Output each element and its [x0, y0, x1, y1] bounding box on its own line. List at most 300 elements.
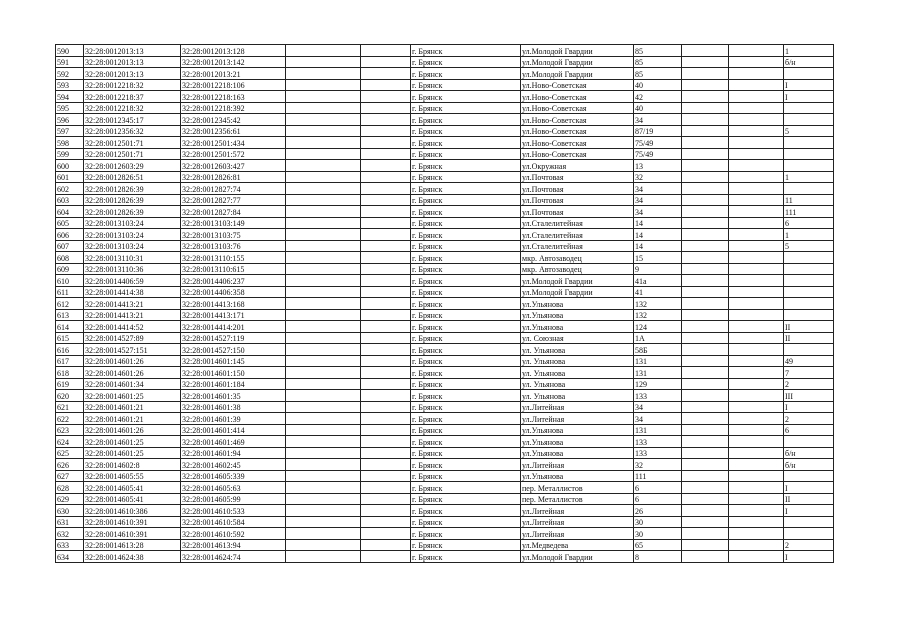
table-row	[56, 482, 834, 494]
cell-empty-column-c	[682, 217, 729, 229]
cell-premise-number	[784, 160, 834, 172]
cell-street: ул.Окружная	[521, 160, 634, 172]
cell-cadastral-number: 32:28:0014406:237	[181, 275, 286, 287]
cell-empty-column-b	[361, 102, 411, 114]
table-row	[56, 79, 834, 91]
cell-empty-column-b	[361, 194, 411, 206]
cell-cadastral-number: 32:28:0013110:615	[181, 263, 286, 275]
cell-empty-column-b	[361, 401, 411, 413]
cell-premise-number: 1	[784, 45, 834, 57]
cell-empty-column-a	[286, 539, 361, 551]
cell-empty-column-a	[286, 160, 361, 172]
cell-empty-column-d	[729, 102, 784, 114]
cell-parent-cadastral-number: 32:28:0014610:391	[84, 528, 181, 540]
cell-empty-column-a	[286, 298, 361, 310]
table-row	[56, 114, 834, 126]
cell-cadastral-number: 32:28:0014610:584	[181, 516, 286, 528]
cell-city: г. Брянск	[411, 114, 521, 126]
cell-empty-column-a	[286, 91, 361, 103]
cell-row-number: 603	[56, 194, 84, 206]
cell-house-number: 41а	[634, 275, 682, 287]
cell-street: ул.Ново-Советская	[521, 148, 634, 160]
cell-house-number: 30	[634, 516, 682, 528]
cell-empty-column-b	[361, 252, 411, 264]
cell-cadastral-number: 32:28:0014610:533	[181, 505, 286, 517]
cell-premise-number	[784, 516, 834, 528]
cell-empty-column-c	[682, 240, 729, 252]
cell-city: г. Брянск	[411, 390, 521, 402]
cell-premise-number: I	[784, 91, 834, 103]
cell-parent-cadastral-number: 32:28:0014601:26	[84, 355, 181, 367]
cell-city: г. Брянск	[411, 516, 521, 528]
cell-city: г. Брянск	[411, 125, 521, 137]
cell-empty-column-a	[286, 413, 361, 425]
cell-empty-column-b	[361, 45, 411, 57]
cell-house-number: 26	[634, 505, 682, 517]
cell-row-number: 604	[56, 206, 84, 218]
cell-empty-column-d	[729, 171, 784, 183]
cell-empty-column-d	[729, 528, 784, 540]
cell-empty-column-a	[286, 390, 361, 402]
cell-empty-column-b	[361, 355, 411, 367]
cell-empty-column-a	[286, 528, 361, 540]
cell-row-number: 614	[56, 321, 84, 333]
cell-empty-column-d	[729, 436, 784, 448]
cell-city: г. Брянск	[411, 505, 521, 517]
cell-empty-column-c	[682, 148, 729, 160]
cell-street: ул.Ульянова	[521, 436, 634, 448]
cell-city: г. Брянск	[411, 194, 521, 206]
cell-row-number: 634	[56, 551, 84, 563]
table-row	[56, 183, 834, 195]
cell-house-number: 34	[634, 194, 682, 206]
cell-city: г. Брянск	[411, 240, 521, 252]
cell-house-number: 9	[634, 263, 682, 275]
cell-empty-column-b	[361, 367, 411, 379]
cell-premise-number: I	[784, 505, 834, 517]
cell-empty-column-b	[361, 298, 411, 310]
table-row	[56, 68, 834, 80]
cell-premise-number: II	[784, 493, 834, 505]
cell-row-number: 630	[56, 505, 84, 517]
cell-parent-cadastral-number: 32:28:0014605:41	[84, 493, 181, 505]
cell-house-number: 131	[634, 355, 682, 367]
cell-city: г. Брянск	[411, 91, 521, 103]
cell-empty-column-b	[361, 447, 411, 459]
cell-row-number: 624	[56, 436, 84, 448]
cell-street: ул.Ульянова	[521, 298, 634, 310]
cell-cadastral-number: 32:28:0012827:84	[181, 206, 286, 218]
cell-city: г. Брянск	[411, 252, 521, 264]
cell-empty-column-c	[682, 298, 729, 310]
cell-street: ул.Почтовая	[521, 206, 634, 218]
cell-empty-column-c	[682, 160, 729, 172]
cell-cadastral-number: 32:28:0012826:81	[181, 171, 286, 183]
registry-table	[55, 44, 834, 563]
cell-street: ул. Ульянова	[521, 344, 634, 356]
cell-empty-column-d	[729, 413, 784, 425]
cell-parent-cadastral-number: 32:28:0014601:25	[84, 436, 181, 448]
cell-empty-column-d	[729, 401, 784, 413]
cell-cadastral-number: 32:28:0014601:39	[181, 413, 286, 425]
cell-row-number: 631	[56, 516, 84, 528]
cell-street: ул.Ново-Советская	[521, 102, 634, 114]
cell-house-number: 34	[634, 413, 682, 425]
cell-empty-column-c	[682, 470, 729, 482]
cell-cadastral-number: 32:28:0014527:119	[181, 332, 286, 344]
cell-city: г. Брянск	[411, 160, 521, 172]
cell-cadastral-number: 32:28:0012501:572	[181, 148, 286, 160]
cell-cadastral-number: 32:28:0013110:155	[181, 252, 286, 264]
cell-house-number: 13	[634, 160, 682, 172]
cell-empty-column-c	[682, 102, 729, 114]
cell-house-number: 34	[634, 183, 682, 195]
cell-empty-column-c	[682, 263, 729, 275]
cell-empty-column-b	[361, 148, 411, 160]
cell-empty-column-a	[286, 493, 361, 505]
cell-city: г. Брянск	[411, 45, 521, 57]
cell-parent-cadastral-number: 32:28:0013103:24	[84, 217, 181, 229]
cell-empty-column-b	[361, 160, 411, 172]
cell-cadastral-number: 32:28:0012013:142	[181, 56, 286, 68]
cell-row-number: 632	[56, 528, 84, 540]
cell-city: г. Брянск	[411, 539, 521, 551]
cell-cadastral-number: 32:28:0012218:163	[181, 91, 286, 103]
cell-empty-column-b	[361, 390, 411, 402]
cell-premise-number: 111	[784, 206, 834, 218]
table-row	[56, 413, 834, 425]
cell-street: ул.Молодой Гвардии	[521, 551, 634, 563]
table-row	[56, 551, 834, 563]
cell-empty-column-b	[361, 436, 411, 448]
cell-house-number: 14	[634, 240, 682, 252]
cell-city: г. Брянск	[411, 102, 521, 114]
cell-row-number: 617	[56, 355, 84, 367]
table-row	[56, 355, 834, 367]
cell-premise-number	[784, 114, 834, 126]
cell-empty-column-c	[682, 367, 729, 379]
cell-empty-column-c	[682, 171, 729, 183]
cell-row-number: 620	[56, 390, 84, 402]
cell-empty-column-d	[729, 551, 784, 563]
cell-empty-column-c	[682, 286, 729, 298]
cell-street: ул.Ульянова	[521, 321, 634, 333]
cell-empty-column-c	[682, 378, 729, 390]
cell-street: ул.Литейная	[521, 505, 634, 517]
cell-empty-column-b	[361, 493, 411, 505]
cell-street: ул.Литейная	[521, 459, 634, 471]
cell-premise-number: 2	[784, 378, 834, 390]
cell-city: г. Брянск	[411, 470, 521, 482]
cell-empty-column-c	[682, 79, 729, 91]
cell-row-number: 626	[56, 459, 84, 471]
cell-empty-column-b	[361, 286, 411, 298]
cell-street: ул.Молодой Гвардии	[521, 56, 634, 68]
cell-house-number: 6	[634, 493, 682, 505]
cell-parent-cadastral-number: 32:28:0012345:17	[84, 114, 181, 126]
cell-street: ул.Литейная	[521, 401, 634, 413]
cell-parent-cadastral-number: 32:28:0012826:51	[84, 171, 181, 183]
cell-cadastral-number: 32:28:0014413:168	[181, 298, 286, 310]
cell-premise-number: 6	[784, 217, 834, 229]
cell-cadastral-number: 32:28:0014610:592	[181, 528, 286, 540]
cell-empty-column-b	[361, 79, 411, 91]
cell-cadastral-number: 32:28:0014601:35	[181, 390, 286, 402]
cell-cadastral-number: 32:28:0013103:149	[181, 217, 286, 229]
cell-city: г. Брянск	[411, 275, 521, 287]
cell-empty-column-c	[682, 344, 729, 356]
cell-parent-cadastral-number: 32:28:0014605:41	[84, 482, 181, 494]
cell-empty-column-a	[286, 367, 361, 379]
cell-premise-number: II	[784, 332, 834, 344]
table-row	[56, 470, 834, 482]
cell-city: г. Брянск	[411, 298, 521, 310]
table-row	[56, 505, 834, 517]
cell-empty-column-c	[682, 56, 729, 68]
cell-parent-cadastral-number: 32:28:0014601:26	[84, 367, 181, 379]
cell-premise-number	[784, 148, 834, 160]
table-row	[56, 447, 834, 459]
cell-street: ул.Молодой Гвардии	[521, 68, 634, 80]
cell-empty-column-a	[286, 551, 361, 563]
cell-premise-number	[784, 252, 834, 264]
cell-parent-cadastral-number: 32:28:0013103:24	[84, 240, 181, 252]
cell-city: г. Брянск	[411, 367, 521, 379]
cell-cadastral-number: 32:28:0014601:145	[181, 355, 286, 367]
cell-empty-column-a	[286, 482, 361, 494]
cell-empty-column-d	[729, 56, 784, 68]
cell-city: г. Брянск	[411, 309, 521, 321]
cell-premise-number: I	[784, 551, 834, 563]
cell-empty-column-b	[361, 551, 411, 563]
cell-city: г. Брянск	[411, 217, 521, 229]
table-row	[56, 160, 834, 172]
cell-empty-column-d	[729, 344, 784, 356]
cell-premise-number	[784, 436, 834, 448]
cell-row-number: 607	[56, 240, 84, 252]
table-row	[56, 125, 834, 137]
cell-empty-column-a	[286, 183, 361, 195]
cell-street: ул.Почтовая	[521, 194, 634, 206]
cell-parent-cadastral-number: 32:28:0012013:13	[84, 68, 181, 80]
cell-empty-column-d	[729, 493, 784, 505]
cell-premise-number: 2	[784, 413, 834, 425]
cell-row-number: 606	[56, 229, 84, 241]
cell-empty-column-c	[682, 401, 729, 413]
cell-cadastral-number: 32:28:0014605:339	[181, 470, 286, 482]
cell-street: ул. Ульянова	[521, 355, 634, 367]
cell-house-number: 132	[634, 309, 682, 321]
cell-street: ул.Ново-Советская	[521, 125, 634, 137]
cell-empty-column-b	[361, 263, 411, 275]
cell-empty-column-d	[729, 332, 784, 344]
cell-empty-column-d	[729, 505, 784, 517]
cell-empty-column-a	[286, 171, 361, 183]
cell-house-number: 42	[634, 91, 682, 103]
cell-house-number: 75/49	[634, 148, 682, 160]
cell-cadastral-number: 32:28:0012218:106	[181, 79, 286, 91]
cell-empty-column-a	[286, 332, 361, 344]
cell-house-number: 85	[634, 45, 682, 57]
table-row	[56, 528, 834, 540]
cell-city: г. Брянск	[411, 56, 521, 68]
cell-premise-number: 11	[784, 194, 834, 206]
cell-empty-column-d	[729, 194, 784, 206]
cell-premise-number	[784, 137, 834, 149]
cell-empty-column-c	[682, 413, 729, 425]
cell-cadastral-number: 32:28:0014527:150	[181, 344, 286, 356]
cell-cadastral-number: 32:28:0014601:94	[181, 447, 286, 459]
cell-empty-column-c	[682, 332, 729, 344]
cell-parent-cadastral-number: 32:28:0014406:59	[84, 275, 181, 287]
cell-house-number: 34	[634, 401, 682, 413]
cell-premise-number	[784, 286, 834, 298]
cell-empty-column-d	[729, 298, 784, 310]
cell-street: ул.Ульянова	[521, 470, 634, 482]
cell-city: г. Брянск	[411, 355, 521, 367]
cell-empty-column-d	[729, 424, 784, 436]
cell-parent-cadastral-number: 32:28:0014413:21	[84, 309, 181, 321]
cell-empty-column-c	[682, 482, 729, 494]
cell-empty-column-b	[361, 344, 411, 356]
cell-row-number: 600	[56, 160, 84, 172]
cell-city: г. Брянск	[411, 229, 521, 241]
cell-house-number: 133	[634, 436, 682, 448]
table-row	[56, 56, 834, 68]
cell-city: г. Брянск	[411, 424, 521, 436]
cell-empty-column-c	[682, 275, 729, 287]
cell-row-number: 612	[56, 298, 84, 310]
cell-empty-column-b	[361, 539, 411, 551]
cell-street: ул.Ульянова	[521, 309, 634, 321]
cell-parent-cadastral-number: 32:28:0014613:28	[84, 539, 181, 551]
cell-empty-column-d	[729, 114, 784, 126]
cell-parent-cadastral-number: 32:28:0014414:38	[84, 286, 181, 298]
cell-parent-cadastral-number: 32:28:0012218:37	[84, 91, 181, 103]
cell-empty-column-c	[682, 194, 729, 206]
cell-empty-column-a	[286, 424, 361, 436]
cell-cadastral-number: 32:28:0013103:75	[181, 229, 286, 241]
cell-city: г. Брянск	[411, 459, 521, 471]
cell-empty-column-a	[286, 505, 361, 517]
table-row	[56, 217, 834, 229]
cell-house-number: 124	[634, 321, 682, 333]
cell-street: ул.Молодой Гвардии	[521, 286, 634, 298]
cell-house-number: 131	[634, 367, 682, 379]
cell-empty-column-d	[729, 148, 784, 160]
cell-city: г. Брянск	[411, 206, 521, 218]
table-row	[56, 309, 834, 321]
cell-parent-cadastral-number: 32:28:0012603:29	[84, 160, 181, 172]
cell-parent-cadastral-number: 32:28:0012356:32	[84, 125, 181, 137]
cell-house-number: 14	[634, 229, 682, 241]
table-row	[56, 493, 834, 505]
cell-house-number: 85	[634, 68, 682, 80]
cell-empty-column-a	[286, 68, 361, 80]
cell-empty-column-b	[361, 56, 411, 68]
cell-premise-number: б/н	[784, 459, 834, 471]
cell-empty-column-a	[286, 194, 361, 206]
cell-premise-number: 1	[784, 171, 834, 183]
cell-city: г. Брянск	[411, 183, 521, 195]
cell-empty-column-a	[286, 263, 361, 275]
cell-empty-column-a	[286, 125, 361, 137]
cell-empty-column-a	[286, 275, 361, 287]
cell-empty-column-d	[729, 240, 784, 252]
cell-empty-column-b	[361, 528, 411, 540]
cell-parent-cadastral-number: 32:28:0012013:13	[84, 45, 181, 57]
cell-cadastral-number: 32:28:0012013:128	[181, 45, 286, 57]
cell-house-number: 32	[634, 459, 682, 471]
cell-cadastral-number: 32:28:0012501:434	[181, 137, 286, 149]
cell-empty-column-d	[729, 68, 784, 80]
table-row	[56, 321, 834, 333]
cell-cadastral-number: 32:28:0013103:76	[181, 240, 286, 252]
cell-cadastral-number: 32:28:0012345:42	[181, 114, 286, 126]
cell-street: ул.Ново-Советская	[521, 137, 634, 149]
cell-empty-column-d	[729, 447, 784, 459]
cell-empty-column-a	[286, 459, 361, 471]
cell-empty-column-c	[682, 436, 729, 448]
cell-parent-cadastral-number: 32:28:0014610:391	[84, 516, 181, 528]
cell-house-number: 132	[634, 298, 682, 310]
cell-cadastral-number: 32:28:0014413:171	[181, 309, 286, 321]
cell-empty-column-d	[729, 309, 784, 321]
cell-empty-column-c	[682, 447, 729, 459]
cell-empty-column-b	[361, 183, 411, 195]
cell-premise-number: 1	[784, 229, 834, 241]
cell-empty-column-c	[682, 229, 729, 241]
cell-street: ул.Сталелитейная	[521, 217, 634, 229]
cell-empty-column-b	[361, 171, 411, 183]
cell-parent-cadastral-number: 32:28:0014414:52	[84, 321, 181, 333]
cell-house-number: 40	[634, 102, 682, 114]
cell-premise-number: II	[784, 321, 834, 333]
cell-empty-column-c	[682, 45, 729, 57]
cell-empty-column-b	[361, 321, 411, 333]
cell-premise-number	[784, 263, 834, 275]
cell-cadastral-number: 32:28:0012827:77	[181, 194, 286, 206]
table-row	[56, 298, 834, 310]
cell-row-number: 615	[56, 332, 84, 344]
cell-city: г. Брянск	[411, 401, 521, 413]
cell-street: ул. Ульянова	[521, 378, 634, 390]
cell-empty-column-b	[361, 240, 411, 252]
cell-parent-cadastral-number: 32:28:0014527:89	[84, 332, 181, 344]
cell-empty-column-a	[286, 252, 361, 264]
cell-row-number: 593	[56, 79, 84, 91]
cell-row-number: 619	[56, 378, 84, 390]
cell-parent-cadastral-number: 32:28:0012826:39	[84, 194, 181, 206]
cell-parent-cadastral-number: 32:28:0014624:38	[84, 551, 181, 563]
cell-parent-cadastral-number: 32:28:0012826:39	[84, 206, 181, 218]
table-row	[56, 539, 834, 551]
table-row	[56, 194, 834, 206]
cell-cadastral-number: 32:28:0014406:358	[181, 286, 286, 298]
cell-row-number: 597	[56, 125, 84, 137]
cell-empty-column-b	[361, 378, 411, 390]
registry-sheet	[55, 44, 834, 563]
table-row	[56, 275, 834, 287]
cell-premise-number: I	[784, 79, 834, 91]
cell-street: ул. Ульянова	[521, 390, 634, 402]
cell-house-number: 8	[634, 551, 682, 563]
cell-parent-cadastral-number: 32:28:0012826:39	[84, 183, 181, 195]
cell-cadastral-number: 32:28:0014601:150	[181, 367, 286, 379]
cell-street: пер. Металлистов	[521, 493, 634, 505]
cell-city: г. Брянск	[411, 321, 521, 333]
cell-empty-column-b	[361, 229, 411, 241]
